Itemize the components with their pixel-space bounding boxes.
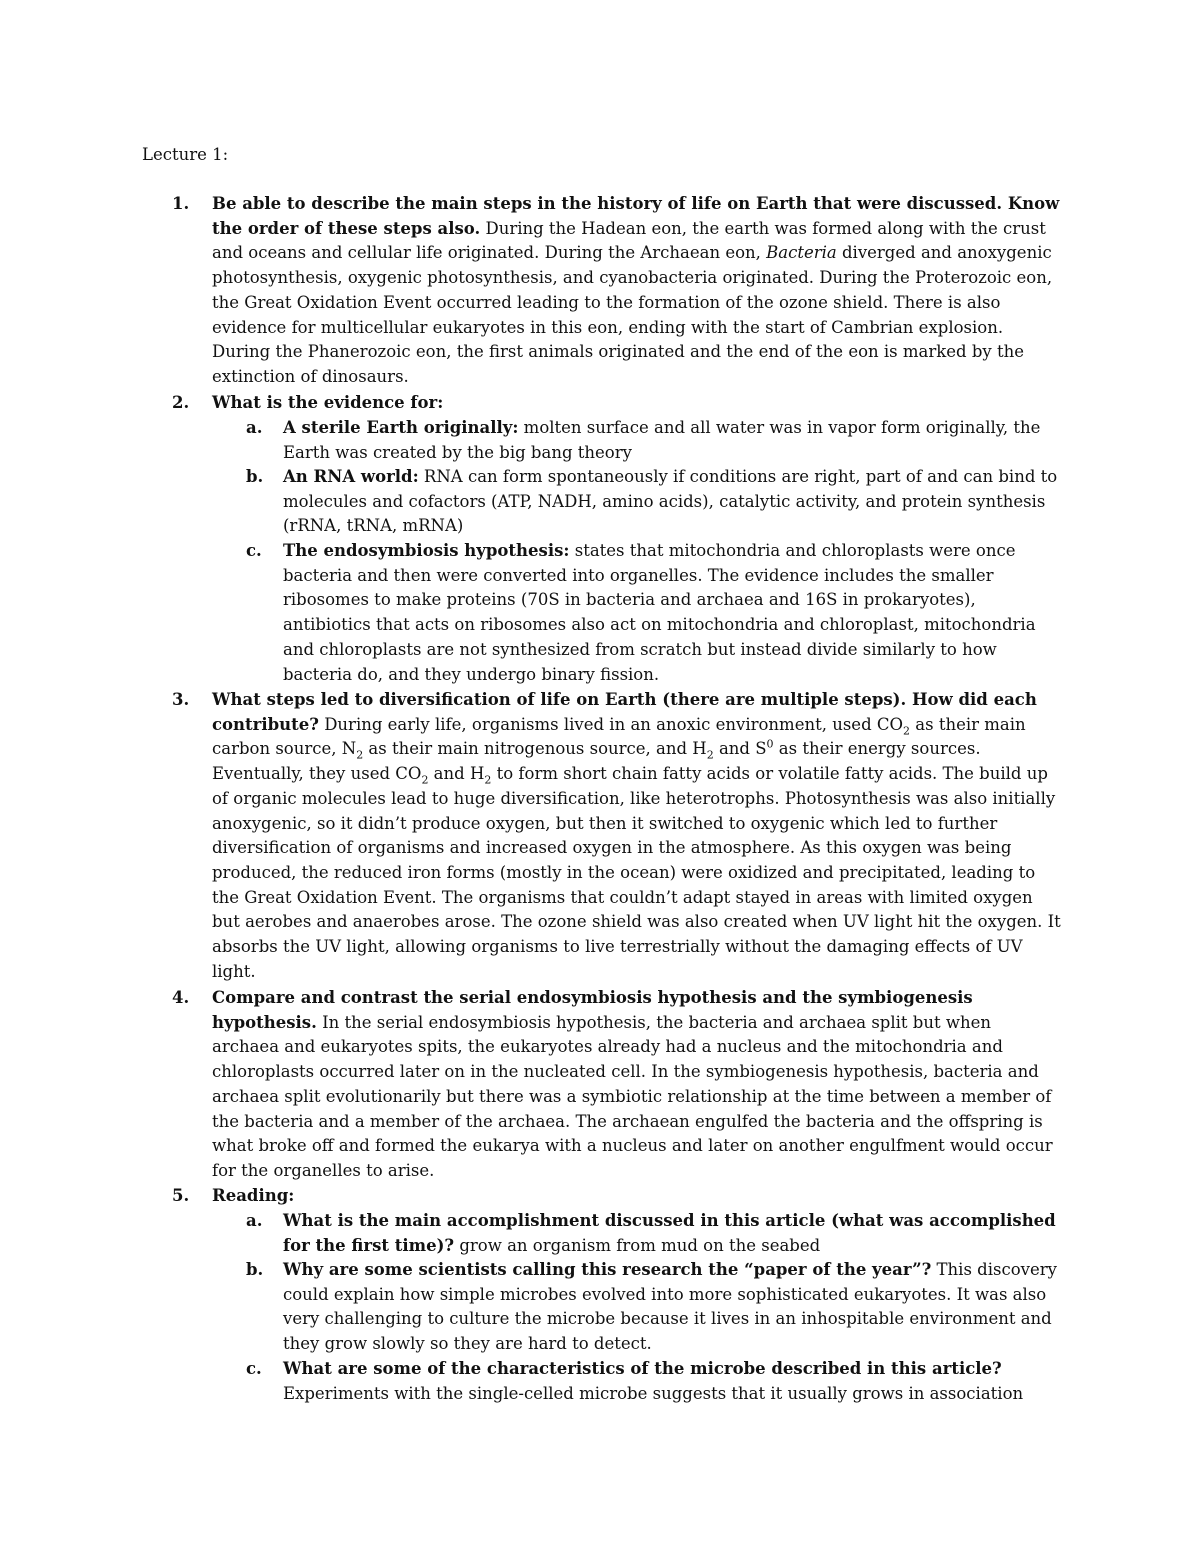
item-2-question (212, 391, 1062, 416)
item-2b-question: An RNA world: (283, 467, 419, 486)
item-2-question-text: What is the evidence for: (212, 393, 444, 412)
item-2b-answer: RNA can form spontaneously if conditions are right, part of and can bind to molecules and cofactors (ATP, NADH, amino acids), catalytic activity, and protein synthesis (rRNA, tRNA, mRNA) (283, 467, 1058, 536)
item-5-question-text: Reading: (212, 1186, 295, 1205)
item-3-text-4: and S (713, 739, 767, 759)
item-5b (283, 1258, 1063, 1357)
item-5c (283, 1357, 1063, 1406)
item-5-number: 5. (172, 1186, 190, 1205)
item-3-text-2: as their main carbon source, N (212, 714, 1026, 759)
item-5c-answer: Experiments with the single-celled microbe suggests that it usually grows in association (283, 1383, 1024, 1403)
item-2-number: 2. (172, 393, 190, 412)
item-1-answer-italic: Bacteria (766, 243, 837, 263)
item-2a-letter: a. (246, 418, 263, 437)
item-4-question: Compare and contrast the serial endosymbiosis hypothesis and the symbiogenesis hypothesis. (212, 988, 973, 1032)
item-3-text-5: as their energy sources. Eventually, they used CO (212, 739, 981, 784)
item-5a-letter: a. (246, 1211, 263, 1230)
item-5a-question: What is the main accomplishment discussed in this article (what was accomplished for the first time)? (283, 1211, 1056, 1255)
h2-subscript: 2 (706, 748, 714, 762)
item-2a-question: A sterile Earth originally: (283, 418, 519, 437)
item-4-number: 4. (172, 988, 190, 1007)
item-2a-answer: molten surface and all water was in vapor form originally, the Earth was created by the big bang theory (283, 418, 1041, 462)
item-5b-question: Why are some scientists calling this research the “paper of the year”? (283, 1260, 932, 1279)
item-1 (212, 192, 1062, 390)
h2-subscript-2: 2 (484, 773, 492, 787)
item-5-question (212, 1184, 1062, 1209)
n2-subscript: 2 (356, 748, 364, 762)
item-2a (283, 416, 1063, 465)
item-2b (283, 465, 1063, 539)
item-2c (283, 539, 1063, 687)
item-2c-answer: states that mitochondria and chloroplasts were once bacteria and then were converted into organelles. The evidence includes the smaller ribosomes to make proteins (70S in bacteria and archaea and 16S in prokaryotes), antibiotics that acts on ribosomes also act on mitochondria and chloroplast, mitochondria and chloroplasts are not synthesized from scratch but instead divide similarly to how bacteria do, and they undergo binary fission. (283, 541, 1036, 684)
item-1-number: 1. (172, 194, 190, 213)
item-5c-letter: c. (246, 1359, 262, 1378)
item-5c-question: What are some of the characteristics of the microbe described in this article? (283, 1359, 1002, 1378)
co2-subscript-2: 2 (421, 773, 429, 787)
item-3-question: What steps led to diversification of life on Earth (there are multiple steps). How did each contribute? (212, 690, 1037, 734)
item-2b-letter: b. (246, 467, 264, 486)
item-3 (212, 688, 1062, 984)
item-3-text-7: to form short chain fatty acids or volatile fatty acids. The build up of organic molecules lead to huge diversification, like heterotrophs. Photosynthesis was also initially anoxygenic, so it didn’t produce oxygen, but then it switched to oxygenic which led to further diversification of organisms and increased oxygen in the atmosphere. As this oxygen was being produced, the reduced iron forms (mostly in the ocean) were oxidized and precipitated, leading to the Great Oxidation Event. The organisms that couldn’t adapt stayed in areas with limited oxygen but aerobes and anaerobes arose. The ozone shield was also created when UV light hit the oxygen. It absorbs the UV light, allowing organisms to live terrestrially without the damaging effects of UV light. (212, 764, 1061, 981)
item-2c-question: The endosymbiosis hypothesis: (283, 541, 570, 560)
item-5b-answer: This discovery could explain how simple microbes evolved into more sophisticated eukaryotes. It was also very challenging to culture the microbe because it lives in an inhospitable environment and they grow slowly so they are hard to detect. (283, 1260, 1057, 1354)
s0-superscript: 0 (766, 737, 774, 751)
item-2c-letter: c. (246, 541, 262, 560)
item-4-answer: In the serial endosymbiosis hypothesis, the bacteria and archaea split but when archaea and eukaryotes spits, the eukaryotes already had a nucleus and the mitochondria and chloroplasts occurred later on in the nucleated cell. In the symbiogenesis hypothesis, bacteria and archaea split evolutionarily but there was a symbiotic relationship at the time between a member of the bacteria and a member of the archaea. The archaean engulfed the bacteria and the offspring is what broke off and formed the eukarya with a nucleus and later on another engulfment would occur for the organelles to arise. (212, 1012, 1053, 1180)
lecture-title: Lecture 1: (142, 145, 229, 164)
item-3-number: 3. (172, 690, 190, 709)
item-4 (212, 986, 1062, 1184)
item-5a (283, 1209, 1063, 1258)
item-5a-answer: grow an organism from mud on the seabed (454, 1235, 821, 1255)
item-3-text-3: as their main nitrogenous source, and H (363, 739, 707, 759)
item-1-question: Be able to describe the main steps in the history of life on Earth that were discussed. Know the order of these steps also. (212, 194, 1060, 238)
item-3-text-1: During early life, organisms lived in an anoxic environment, used CO (318, 714, 904, 734)
co2-subscript: 2 (903, 724, 911, 737)
item-1-answer-part2: diverged and anoxygenic photosynthesis, oxygenic photosynthesis, and cyanobacteria originated. During the Proterozoic eon, the Great Oxidation Event occurred leading to the formation of the ozone shield. There is also evidence for multicellular eukaryotes in this eon, ending with the start of Cambrian explosion. During the Phanerozoic eon, the first animals originated and the end of the eon is marked by the extinction of dinosaurs. (212, 243, 1053, 386)
item-3-text-6: and H (428, 764, 485, 784)
item-5b-letter: b. (246, 1260, 264, 1279)
item-1-answer-part1: During the Hadean eon, the earth was formed along with the crust and oceans and cellular life originated. During the Archaean eon, (212, 218, 1046, 263)
